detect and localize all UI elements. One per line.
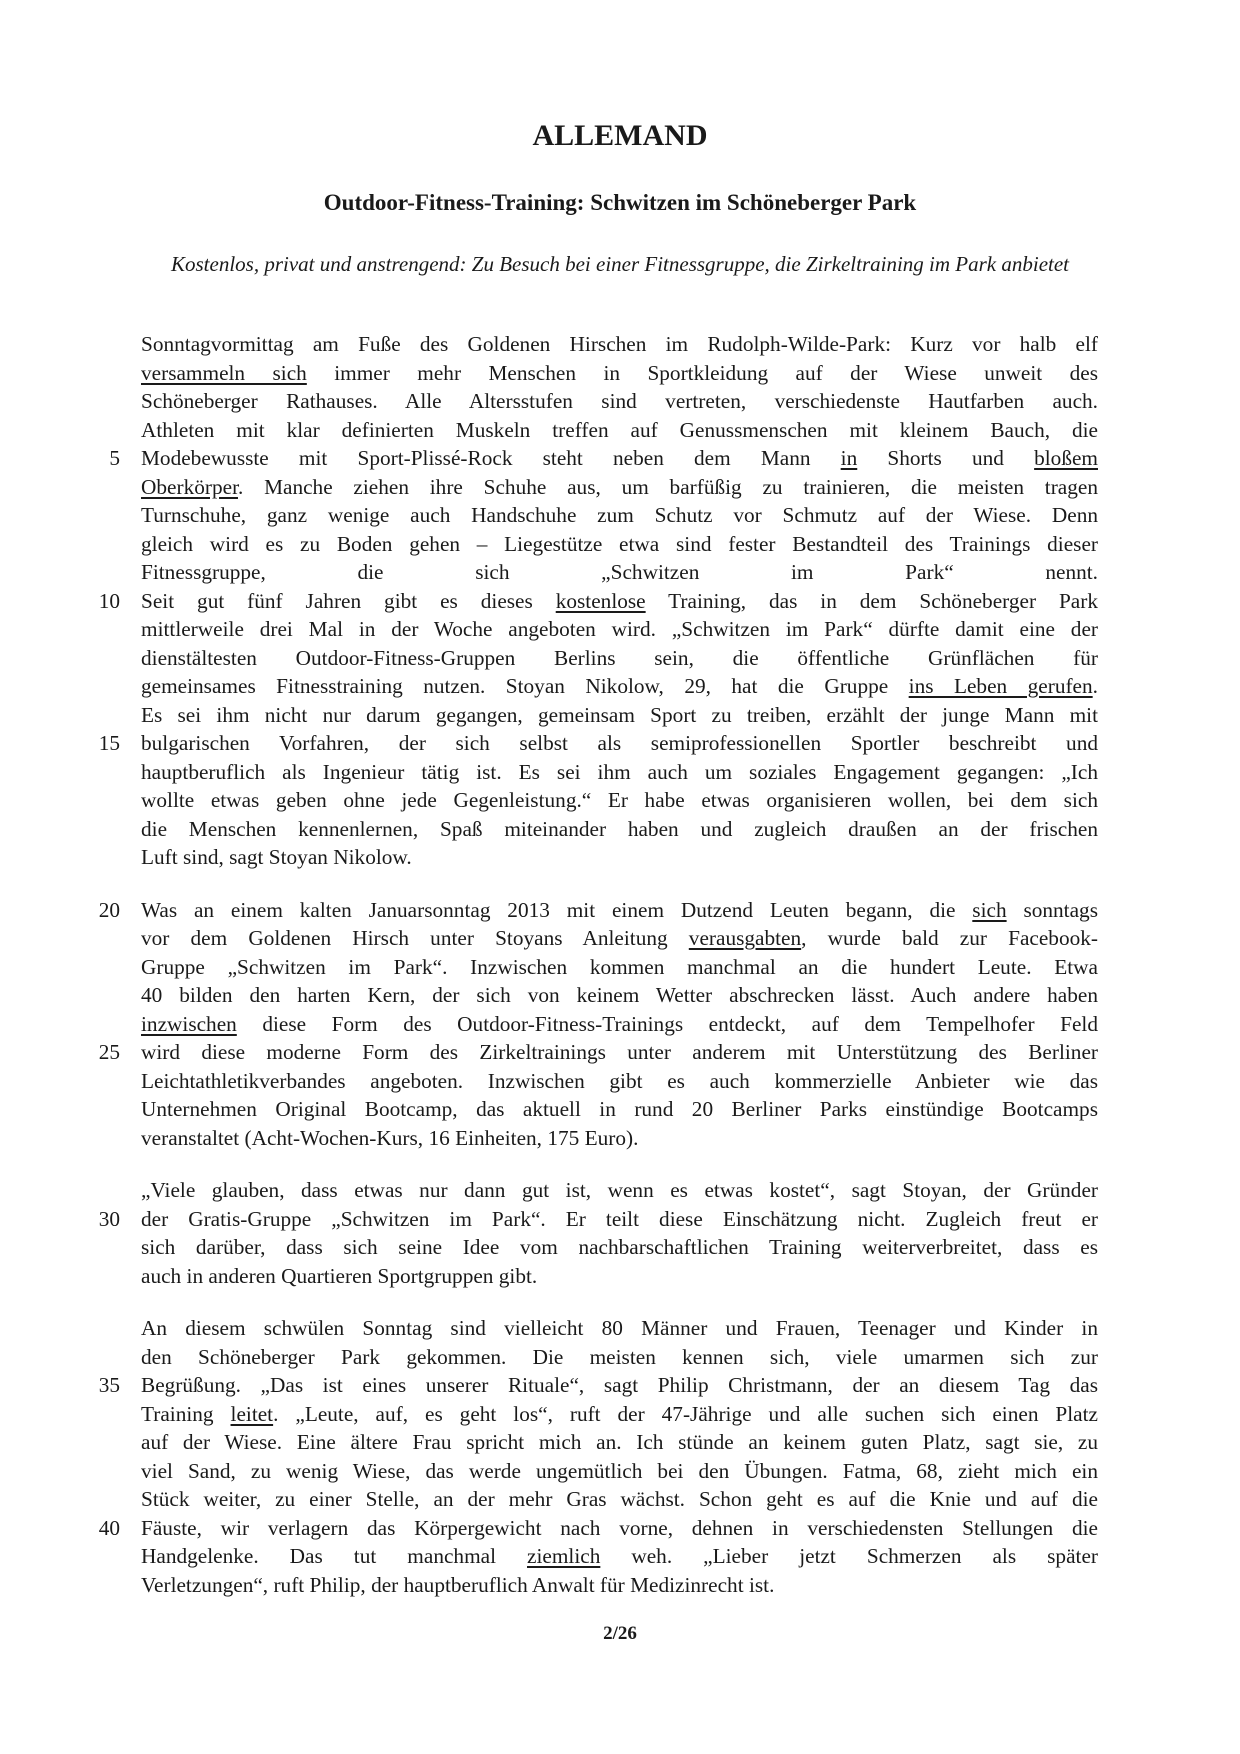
document-title: ALLEMAND [532, 119, 708, 152]
text-run: , wurde bald zur Facebook- [801, 926, 1098, 950]
underlined-term: inzwischen [141, 1011, 237, 1036]
text-line [141, 1485, 1098, 1513]
text-line [141, 1571, 1098, 1599]
text-run: bulgarischen Vorfahren, der sich selbst als semiprofessionellen Sportler beschreibt und [141, 731, 1098, 755]
text-line [141, 1205, 1098, 1233]
line-number: 25 [98, 1040, 120, 1064]
underlined-term: kostenlose [555, 588, 646, 613]
text-line [141, 981, 1098, 1009]
text-line [141, 558, 1098, 586]
text-run: veranstaltet (Acht-Wochen-Kurs, 16 Einheiten, 175 Euro). [141, 1125, 639, 1150]
text-run: sonntags [1006, 897, 1098, 922]
text-run: Fitnessgruppe, die sich „Schwitzen im Park“ nennt. [141, 560, 1098, 584]
text-run: auf der Wiese. Eine ältere Frau spricht mich an. Ich stünde an keinem guten Platz, sagt sie, zu [141, 1430, 1098, 1454]
text-run: Leichtathletikverbandes angeboten. Inzwischen gibt es auch kommerzielle Anbieter wie das [141, 1068, 1098, 1093]
text-line [141, 729, 1098, 757]
text-run: Training, das in dem Schöneberger Park [645, 588, 1098, 613]
text-run: der Gratis-Gruppe „Schwitzen im Park“. Er teilt diese Einschätzung nicht. Zugleich freut er [141, 1206, 1098, 1231]
text-line [141, 1514, 1098, 1542]
text-run: mittlerweile drei Mal in der Woche angeboten wird. „Schwitzen im Park“ dürfte damit eine der [141, 617, 1098, 641]
line-number: 15 [98, 731, 120, 755]
text-run: auch in anderen Quartieren Sportgruppen gibt. [141, 1263, 538, 1288]
text-run: gleich wird es zu Boden gehen – Liegestütze etwa sind fester Bestandteil des Trainings dieser [141, 531, 1098, 556]
text-run: weh. „Lieber jetzt Schmerzen als später [600, 1544, 1098, 1568]
text-line [141, 1262, 1098, 1290]
text-line [141, 1428, 1098, 1456]
line-number: 30 [98, 1206, 120, 1231]
text-line [141, 1542, 1098, 1570]
text-line [141, 1038, 1098, 1066]
text-line [141, 924, 1098, 952]
text-run: viel Sand, zu wenig Wiese, das werde ungemütlich bei den Übungen. Fatma, 68, zieht mich ein [141, 1458, 1098, 1483]
text-run: gemeinsames Fitnesstraining nutzen. Stoyan Nikolow, 29, hat die Gruppe [141, 674, 909, 698]
text-line [141, 501, 1098, 529]
text-line [141, 644, 1098, 672]
text-run: Es sei ihm nicht nur darum gegangen, gemeinsam Sport zu treiben, erzählt der junge Mann mit [141, 702, 1098, 727]
text-line [141, 615, 1098, 643]
text-run: Fäuste, wir verlagern das Körpergewicht nach vorne, dehnen in verschiedensten Stellungen die [141, 1515, 1098, 1540]
text-run: Was an einem kalten Januarsonntag 2013 mit einem Dutzend Leuten begann, die [141, 897, 973, 922]
article-headline: Outdoor-Fitness-Training: Schwitzen im Schöneberger Park [323, 190, 917, 215]
text-run: Begrüßung. „Das ist eines unserer Rituale“, sagt Philip Christmann, der an diesem Tag das [141, 1373, 1098, 1397]
line-number: 20 [98, 897, 120, 922]
text-run: Stück weiter, zu einer Stelle, an der mehr Gras wächst. Schon geht es auf die Knie und auf die [141, 1487, 1098, 1511]
underlined-term: leitet [230, 1401, 274, 1426]
underlined-term: in [840, 446, 858, 470]
article-lead: Kostenlos, privat und anstrengend: Zu Besuch bei einer Fitnessgruppe, die Zirkeltraining im Park anbietet [170, 252, 1070, 276]
text-line [141, 473, 1098, 501]
text-line [141, 1457, 1098, 1485]
text-run: die Menschen kennenlernen, Spaß miteinander haben und zugleich draußen an der frischen [141, 816, 1098, 841]
text-line [141, 530, 1098, 558]
text-line [141, 1010, 1098, 1038]
text-run: . [1092, 674, 1098, 698]
line-number: 5 [109, 446, 120, 470]
underlined-term: ziemlich [527, 1544, 601, 1568]
text-line [141, 416, 1098, 444]
text-line [141, 587, 1098, 615]
text-line [141, 758, 1098, 786]
text-run: wollte etwas geben ohne jede Gegenleistung.“ Er habe etwas organisieren wollen, bei dem sich [141, 788, 1098, 812]
text-run: 40 bilden den harten Kern, der sich von keinem Wetter abschrecken lässt. Auch andere haben [141, 983, 1098, 1007]
text-run: Shorts und [857, 446, 1035, 470]
text-run: vor dem Goldenen Hirsch unter Stoyans Anleitung [141, 926, 689, 950]
text-run: Training [141, 1401, 231, 1426]
text-run: Gruppe „Schwitzen im Park“. Inzwischen kommen manchmal an die hundert Leute. Etwa [141, 954, 1098, 979]
text-run: immer mehr Menschen in Sportkleidung auf der Wiese unweit des [306, 360, 1098, 385]
text-run: . Manche ziehen ihre Schuhe aus, um barfüßig zu trainieren, die meisten tragen [237, 474, 1098, 499]
text-line [141, 359, 1098, 387]
text-line [141, 953, 1098, 981]
text-run: den Schöneberger Park gekommen. Die meisten kennen sich, viele umarmen sich zur [141, 1344, 1098, 1369]
text-run: An diesem schwülen Sonntag sind vielleicht 80 Männer und Frauen, Teenager und Kinder in [141, 1316, 1098, 1340]
text-line [141, 1067, 1098, 1095]
text-line [141, 672, 1098, 700]
text-run: Verletzungen“, ruft Philip, der hauptberuflich Anwalt für Medizinrecht ist. [141, 1572, 775, 1597]
text-run: Athleten mit klar definierten Muskeln treffen auf Genussmenschen mit kleinem Bauch, die [141, 417, 1098, 442]
text-line [141, 1095, 1098, 1123]
text-line [141, 387, 1098, 415]
line-number: 35 [98, 1373, 120, 1397]
text-line [141, 1233, 1098, 1261]
underlined-term: bloßem [1034, 446, 1098, 470]
text-line [141, 815, 1098, 843]
text-line [141, 1400, 1098, 1428]
text-run: sich darüber, dass sich seine Idee vom nachbarschaftlichen Training weiterverbreitet, dass es [141, 1235, 1098, 1259]
text-line [141, 1314, 1098, 1342]
text-run: Luft sind, sagt Stoyan Nikolow. [141, 845, 412, 869]
text-line [141, 1176, 1098, 1204]
text-line [141, 1124, 1098, 1152]
line-number: 10 [98, 588, 120, 613]
text-line [141, 330, 1098, 358]
text-line [141, 843, 1098, 871]
text-line [141, 786, 1098, 814]
text-line [141, 444, 1098, 472]
text-run: Schöneberger Rathauses. Alle Altersstufen sind vertreten, verschiedenste Hautfarben auch. [141, 389, 1098, 413]
text-run: hauptberuflich als Ingenieur tätig ist. Es sei ihm auch um soziales Engagement gegangen: „Ich [141, 759, 1098, 784]
line-number: 40 [98, 1515, 120, 1540]
underlined-term: verausgabten [688, 926, 802, 950]
text-run: wird diese moderne Form des Zirkeltrainings unter anderem mit Unterstützung des Berliner [141, 1040, 1098, 1064]
text-run: „Viele glauben, dass etwas nur dann gut ist, wenn es etwas kostet“, sagt Stoyan, der Gründer [141, 1178, 1098, 1202]
page-number: 2/26 [603, 1623, 637, 1644]
text-run: Modebewusste mit Sport-Plissé-Rock steht neben dem Mann [141, 446, 841, 470]
text-run: Seit gut fünf Jahren gibt es dieses [141, 588, 556, 613]
text-run: Unternehmen Original Bootcamp, das aktuell in rund 20 Berliner Parks einstündige Bootcamps [141, 1097, 1098, 1121]
text-run: diese Form des Outdoor-Fitness-Trainings entdeckt, auf dem Tempelhofer Feld [236, 1011, 1098, 1036]
underlined-term: Oberkörper [141, 474, 238, 499]
text-run: . „Leute, auf, es geht los“, ruft der 47-Jährige und alle suchen sich einen Platz [273, 1401, 1098, 1426]
text-run: dienstältesten Outdoor-Fitness-Gruppen Berlins sein, die öffentliche Grünflächen für [141, 645, 1098, 670]
text-line [141, 1343, 1098, 1371]
text-line [141, 701, 1098, 729]
underlined-term: ins Leben gerufen [908, 674, 1093, 698]
text-run: Handgelenke. Das tut manchmal [141, 1544, 528, 1568]
underlined-term: versammeln sich [141, 360, 307, 385]
text-run: Turnschuhe, ganz wenige auch Handschuhe zum Schutz vor Schmutz auf der Wiese. Denn [141, 503, 1098, 527]
text-line [141, 896, 1098, 924]
text-line [141, 1371, 1098, 1399]
text-run: Sonntagvormittag am Fuße des Goldenen Hirschen im Rudolph-Wilde-Park: Kurz vor halb elf [141, 332, 1098, 356]
underlined-term: sich [972, 897, 1007, 922]
